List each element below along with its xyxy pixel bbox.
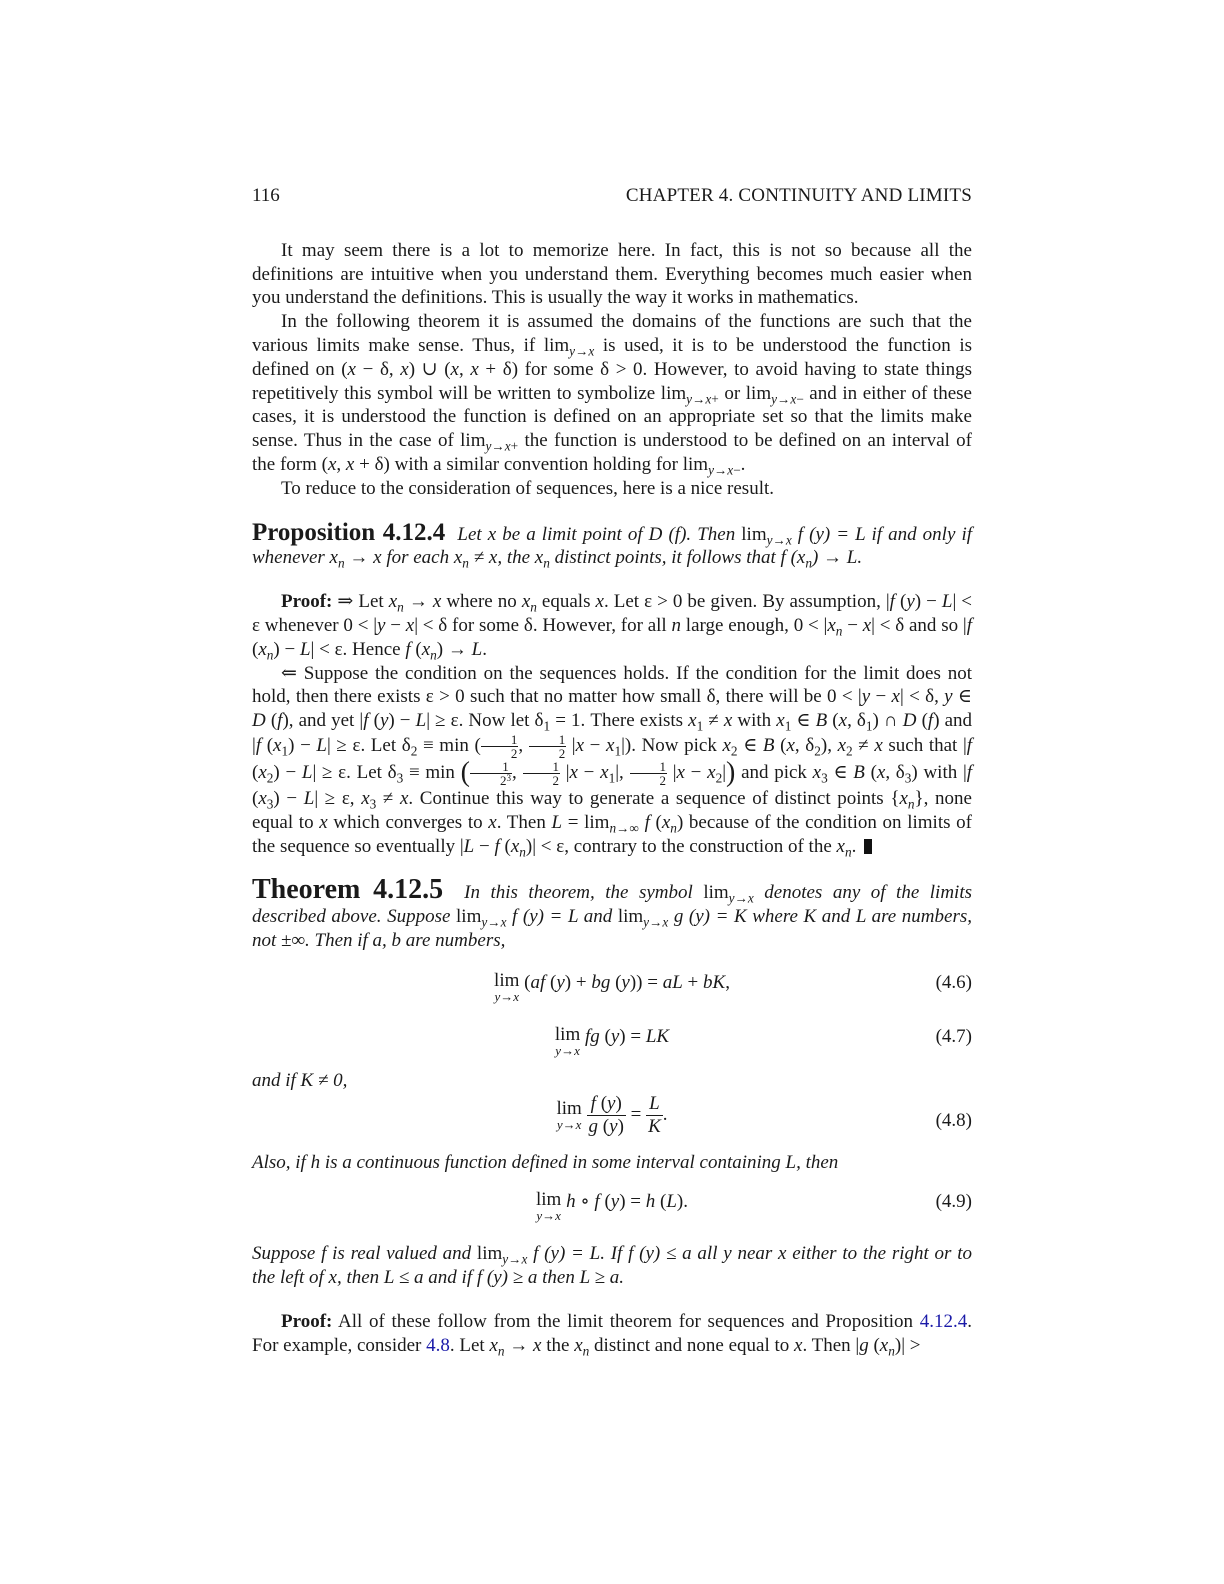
- equation-ref-link[interactable]: 4.8: [426, 1334, 450, 1356]
- proposition-proof-paragraph-2: ⇐ Suppose the condition on the sequences holds. If the condition for the limit does not hold, then there exists ε > 0 such that no matter how small δ, there will be 0 < |y − x| < δ, y ∈ D (f), and yet |f (y) − L| ≥ ε. Now let $\delta_1 = 1$. There exists $x_1 \ne x$ with $x_1$ ∈ B (x, $\delta_1$) ∩ D (f) and |f $(x_1) - L| \ge \varepsilon$. Let $\delta_2 \equiv \min$ ( $\frac{1}{2}$ , $\frac{1}{2}$ $|x - x_1|$). Now pick $x_2$ ∈ B (x, $\delta_2$), $x_2 \ne x$ such that |f $(x_2) - L| \ge \varepsilon$. Let $\delta_3 \equiv \min$ ( $\frac{1}{2^3}$ , $\frac{1}{2}$ $|x - x_1|$, $\frac{1}{2}$ $|x - x_2|$) and pick $x_3$ ∈ B (x, $\delta_3$) with |f $(x_3) - L| \ge \varepsilon$, $x_3 \ne x$. Continue this way to generate a sequence of distinct points $\{x_n\}$, none equal to x which converges to x. Then $L = \lim_{n\to\infty} f$ $(x_n)$ because of the condition on limits of the sequence so eventually |L − f $(x_n)| < \varepsilon$, contrary to the construction of the $x_n$.: [252, 662, 973, 860]
- proof-label: Proof:: [281, 591, 333, 613]
- proposition-statement: Proposition 4.12.4 Let x be a limit point of D (f). Then $\lim_{y\to x} f$ (y) = L if and only if whenever $x_n \to x$ for each $x_n \ne x$, the $x_n$ distinct points, it follows that f $(x_n) \to L$.: [252, 518, 973, 571]
- equation-number: (4.9): [935, 1191, 972, 1213]
- theorem-label: Theorem 4.12.5: [252, 874, 444, 906]
- page: [252, 184, 972, 1358]
- theorem-proof-paragraph: Proof: All of these follow from the limit theorem for sequences and Proposition 4.12.4. For example, consider 4.8. Let $x_n \to x$ the $x_n$ distinct and none equal to x. Then |g $(x_n)|$ >: [252, 1310, 973, 1359]
- and-if-text: and if K ≠ 0,: [252, 1069, 348, 1091]
- equation-4-6: lim y→x (af (y) + bg (y)) = aL + bK, (4.6): [494, 969, 972, 1004]
- theorem-statement: Theorem 4.12.5 In this theorem, the symbol $\lim_{y\to x}$ denotes any of the limits described above. Suppose $\lim_{y\to x} f$ (y) = L and $\lim_{y\to x} g$ (y) = K where K and L are numbers, not ±∞. Then if a, b are numbers,: [252, 874, 973, 951]
- intro-paragraph-2: In the following theorem it is assumed the domains of the functions are such that the various limits make sense. Thus, if $\lim_{y\to x}$ is used, it is to be understood the function is defined on (x − δ, x) ∪ (x, x + δ) for some δ > 0. However, to avoid having to state things repetitively this symbol will be written to symbolize $\lim_{y\to x+}$ or $\lim_{y\to x-}$ and in either of these cases, it is understood the function is defined on an appropriate set so that the limits make sense. Thus in the case of $\lim_{y\to x+}$ the function is understood to be defined on an interval of the form (x, x + δ) with a similar convention holding for $\lim_{y\to x-}$.: [252, 311, 973, 478]
- also-text: Also, if h is a continuous function defined in some interval containing L, then: [252, 1151, 839, 1173]
- equation-4-9: lim y→x h ∘ f (y) = h (L). (4.9): [536, 1189, 972, 1224]
- theorem-suppose-text: Suppose f is real valued and $\lim_{y\to x} f$ (y) = L. If f (y) ≤ a all y near x either to the right or to the left of x, then L ≤ a and if f (y) ≥ a then L ≥ a.: [252, 1243, 972, 1289]
- intro-paragraph-3: To reduce to the consideration of sequences, here is a nice result.: [281, 477, 775, 499]
- proof-label: Proof:: [281, 1310, 333, 1332]
- proposition-ref-link[interactable]: 4.12.4: [919, 1310, 968, 1332]
- chapter-title: CHAPTER 4. CONTINUITY AND LIMITS: [625, 185, 972, 206]
- proposition-label: Proposition 4.12.4: [252, 518, 446, 546]
- proof-text-a: All of these follow from the limit theorem for sequences and Proposition: [338, 1310, 914, 1332]
- proposition-proof-paragraph-1: Proof: ⇒ Let $x_n \to x$ where no $x_n$ equals x. Let ε > 0 be given. By assumption, |f (y) − L| < ε whenever 0 < |y − x| < δ for some δ. However, for all n large enough, $0 < |x_n - x| < \delta$ and so |f $(x_n) - L| < \varepsilon$. Hence f $(x_n) \to L$.: [252, 591, 972, 663]
- proof-text-b: For example, consider: [252, 1334, 422, 1356]
- intro-paragraph-1: It may seem there is a lot to memorize here. In fact, this is not so because all the definitions are intuitive when you understand them. Everything becomes much easier when you understand the definitions. This is usually the way it works in mathematics.: [252, 239, 972, 309]
- equation-number: (4.7): [935, 1025, 972, 1047]
- equation-number: (4.6): [935, 971, 972, 993]
- page-number: 116: [252, 185, 280, 206]
- qed-mark: [864, 839, 872, 854]
- equation-4-8: lim y→x $\frac{f (y)}{g (y)}$ = $\frac{L}{K}$ . (4.8): [556, 1092, 972, 1137]
- equation-4-7: lim y→x fg (y) = LK (4.7): [554, 1023, 972, 1058]
- equation-number: (4.8): [935, 1109, 972, 1131]
- running-header: [252, 184, 972, 208]
